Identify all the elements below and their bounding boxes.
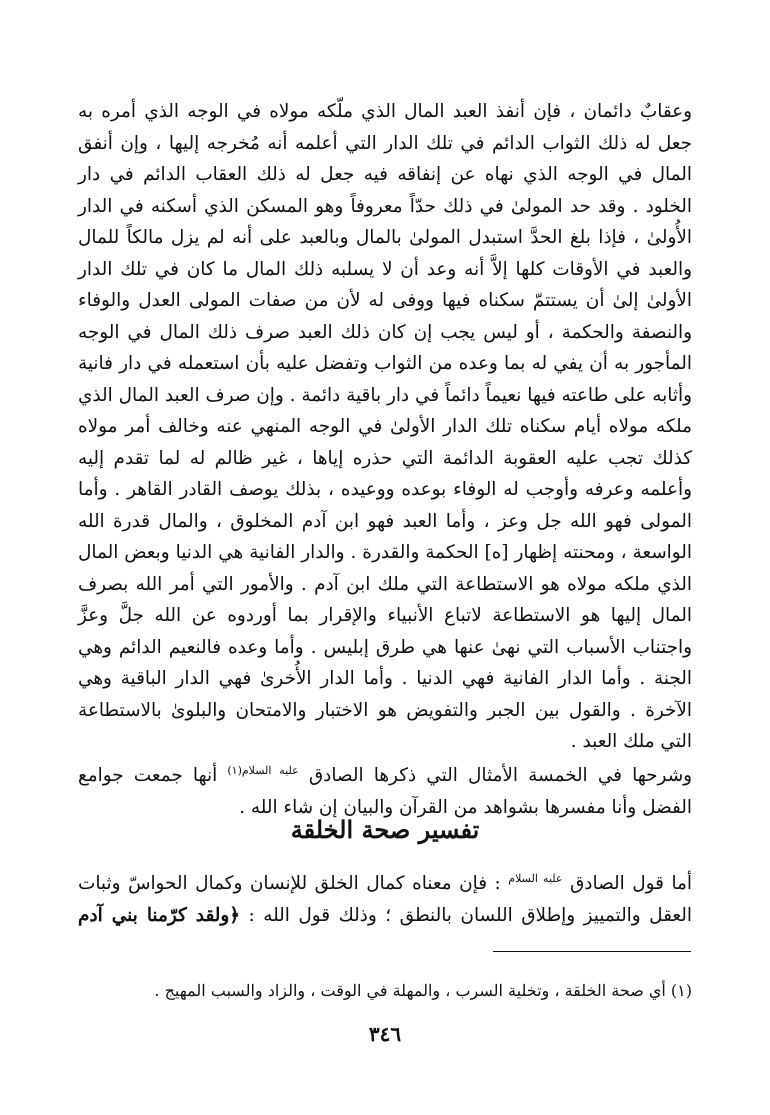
honorific-mark-2: عليه السلام (508, 872, 563, 885)
paragraph-3-start: أما قول الصادق (562, 873, 693, 895)
paragraph-3-mid: : فإن معناه كمال الخلق للإنسان وكمال الحواسّ وثبات العقل والتمييز وإطلاق اللسان بالنطق ؛ وذلك قول الله : (78, 873, 692, 926)
footnote-ref: (١) (227, 764, 242, 777)
section-heading: تفسير صحة الخلقة (290, 815, 480, 844)
paragraph-3 (78, 863, 692, 931)
footnote-separator (493, 951, 691, 952)
paragraph-2-start: وشرحها في الخمسة الأمثال التي ذكرها الصادق (298, 765, 692, 787)
paragraph-1: وعقابٌ دائمان ، فإن أنفذ العبد المال الذي ملّكه مولاه في الوجه الذي أمره به جعل له ذلك الثواب الدائم في تلك الدار التي أعلمه أنه مُخرجه إليها ، وإن أنفق المال في الوجه الذي نهاه عن إنفاقه فيه جعل له ذلك العقاب الدائم في دار الخلود . وقد حد المولىٰ في ذلك حدّاً معروفاً وهو المسكن الذي أسكنه في الدار الأُولىٰ ، فإذا بلغ الحدَّ استبدل المولىٰ بالمال وبالعبد على أنه لم يزل مالكاً للمال والعبد في الأوقات كلها إلاَّ أنه وعد أن لا يسلبه ذلك المال ما كان في تلك الدار الأولىٰ إلىٰ أن يستتمّ سكناه فيها ووفى له لأن من صفات المولى العدل والوفاء والنصفة والحكمة ، أو ليس يجب إن كان ذلك العبد صرف ذلك المال في الوجه المأجور به أن يفي له بما وعده من الثواب وتفضل عليه بأن استعمله في دار فانية وأثابه على طاعته فيها نعيماً دائماً في دار باقية دائمة . وإن صرف العبد المال الذي ملكه مولاه أيام سكناه تلك الدار الأولىٰ في الوجه المنهي عنه وخالف أمر مولاه كذلك تجب عليه العقوبة الدائمة التي حذره إياها ، غير ظالم له لما تقدم إليه وأعلمه وعرفه وأوجب له الوفاء بوعده ووعيده ، بذلك يوصف القادر القاهر . وأما المولى فهو الله جل وعز ، وأما العبد فهو ابن آدم المخلوق ، والمال قدرة الله الواسعة ، ومحنته إظهار [ه] الحكمة والقدرة . والدار الفانية هي الدنيا وبعض المال الذي ملكه مولاه هو الاستطاعة التي ملك ابن آدم . والأمور التي أمر الله بصرف المال إليها هو الاستطاعة لاتباع الأنبياء والإقرار بما أوردوه عن الله جلَّ وعزَّ واجتناب الأسباب التي نهىٰ عنها هي طرق إبليس . وأما وعده فالنعيم الدائم وهي الجنة . وأما الدار الفانية فهي الدنيا . وأما الدار الأُخرىٰ فهي الدار الباقية وهي الآخرة . والقول بين الجبر والتفويض هو الاختبار والامتحان والبلوىٰ بالاستطاعة التي ملك العبد . (78, 101, 692, 752)
footnote: (١) أي صحة الخلقة ، وتخلية السرب ، والمهلة في الوقت ، والزاد والسبب المهيج . (154, 981, 692, 1000)
page-number: ٣٤٦ (368, 1022, 402, 1046)
paragraph-2-end: أنها جمعت جوامع الفضل وأنا مفسرها بشواهد من القرآن والبيان إن شاء الله . (78, 765, 692, 818)
quran-quote: ﴿ولقد كرّمنا بني آدم (78, 904, 241, 926)
honorific-mark: عليه السلام (241, 764, 299, 777)
paragraph-2 (78, 755, 692, 823)
main-text-block (78, 96, 692, 758)
